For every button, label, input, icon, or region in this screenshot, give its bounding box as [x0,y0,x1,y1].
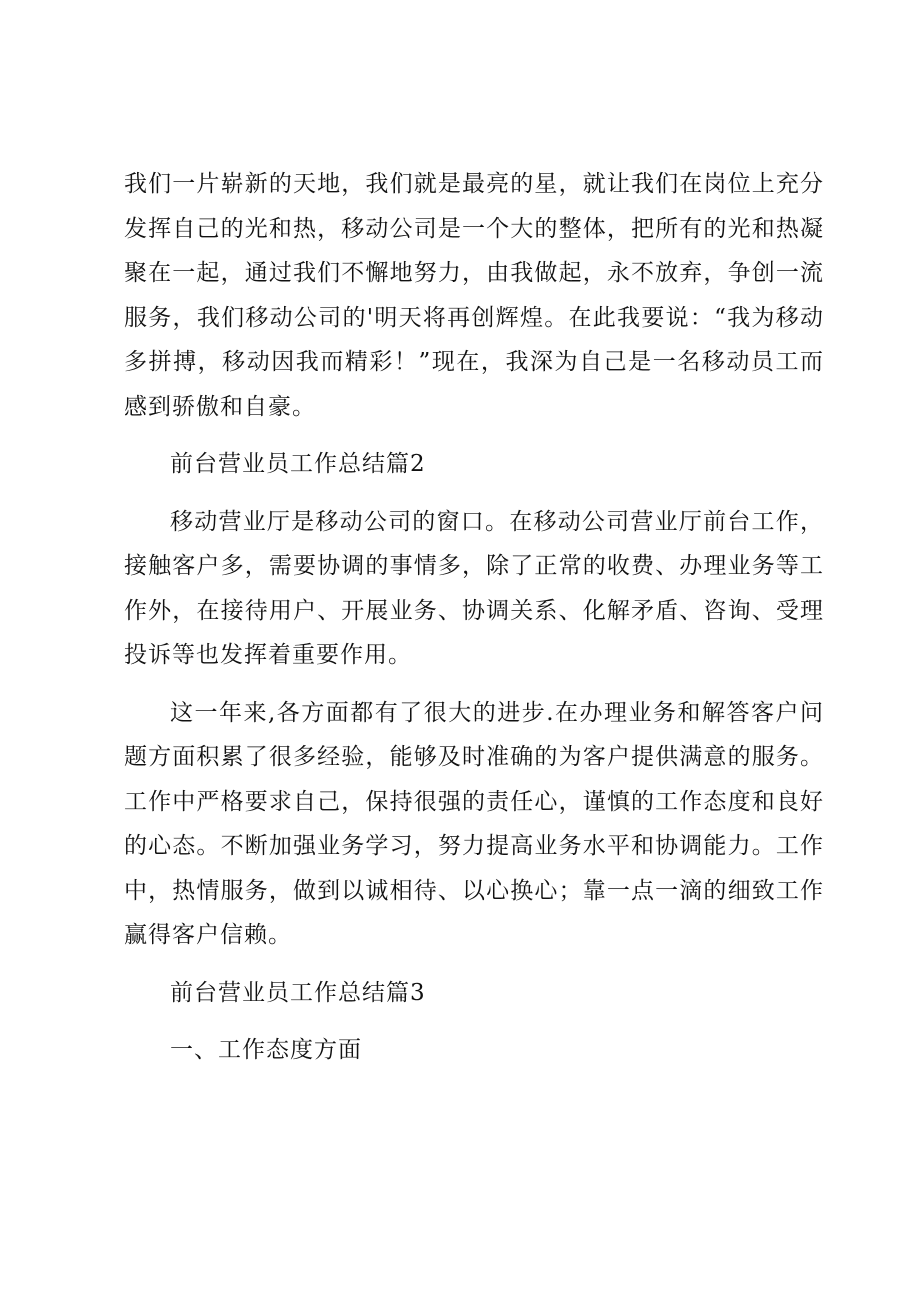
section-heading-2: 前台营业员工作总结篇2 [170,451,426,477]
document-body [124,162,824,1086]
paragraph-continuation: 我们一片崭新的天地，我们就是最亮的星，就让我们在岗位上充分发挥自己的光和热，移动公司是一个大的整体，把所有的光和热凝聚在一起，通过我们不懈地努力，由我做起，永不放弃，争创一流服务，我们移动公司的'明天将再创辉煌。在此我要说：“我为移动多拼搏，移动因我而精彩！”现在，我深为自己是一名移动员工而感到骄傲和自豪。 [124,171,824,420]
paragraph-window: 移动营业厅是移动公司的窗口。在移动公司营业厅前台工作，接触客户多，需要协调的事情多，除了正常的收费、办理业务等工作外，在接待用户、开展业务、协调关系、化解矛盾、咨询、受理投诉等也发挥着重要作用。 [124,508,824,668]
paragraph-progress: 这一年来,各方面都有了很大的进步.在办理业务和解答客户问题方面积累了很多经验，能够及时准确的为客户提供满意的服务。工作中严格要求自己，保持很强的责任心，谨慎的工作态度和良好的心态。不断加强业务学习，努力提高业务水平和协调能力。工作中，热情服务，做到以诚相待、以心换心；靠一点一滴的细致工作赢得客户信赖。 [124,699,824,948]
section-heading-3: 前台营业员工作总结篇3 [170,979,426,1006]
subheading-work-attitude: 一、工作态度方面 [170,1037,362,1063]
